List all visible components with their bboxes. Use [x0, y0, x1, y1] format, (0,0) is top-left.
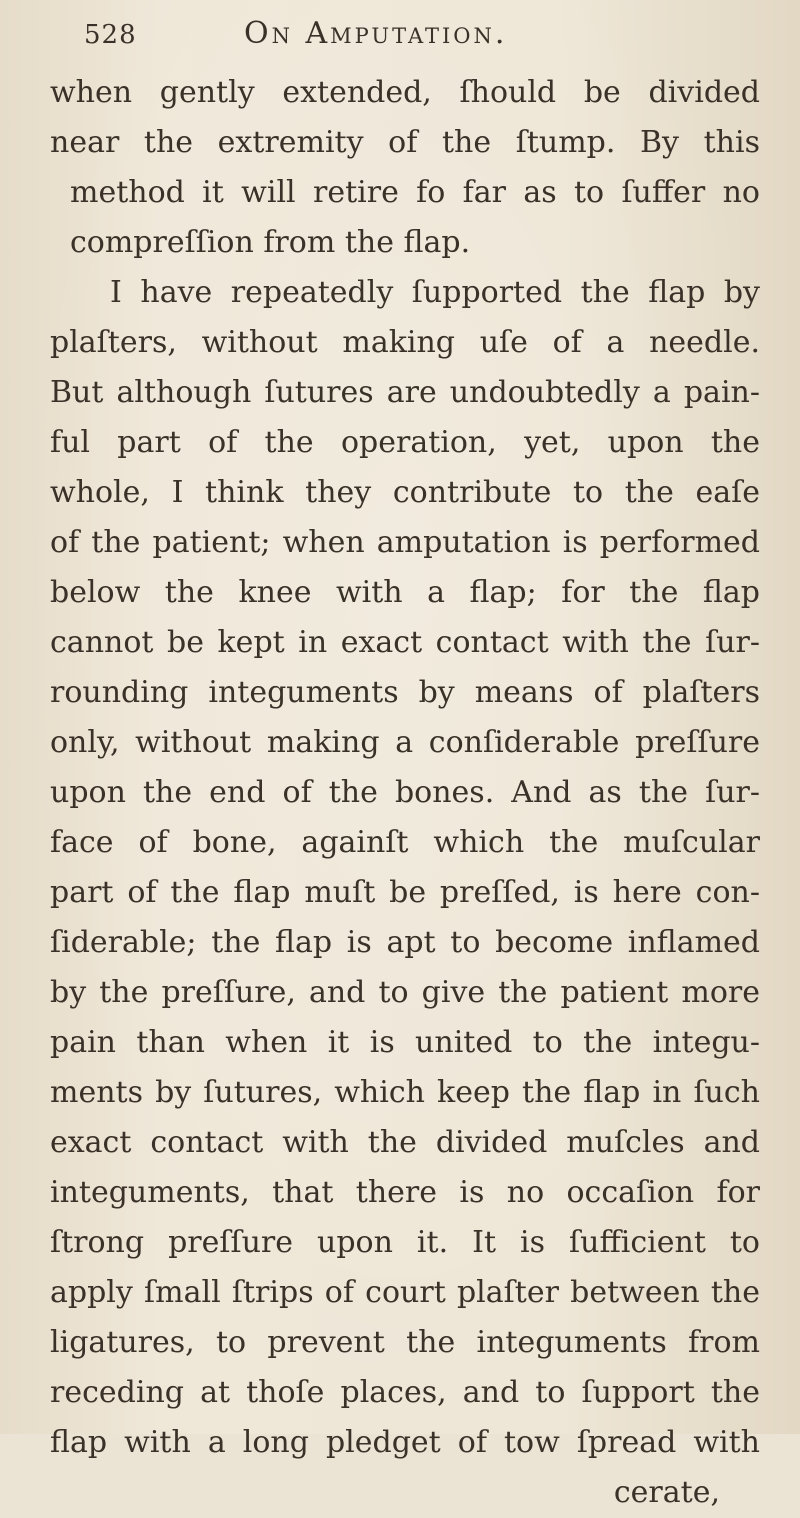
text-line: near the extremity of the ſtump. By this [50, 125, 760, 160]
catchword: cerate, [613, 1475, 720, 1510]
text-line: only, without making a conſiderable preſſure [50, 725, 760, 760]
text-line: pain than when it is united to the integu- [50, 1025, 760, 1060]
text-line: when gently extended, ſhould be divided [50, 75, 760, 110]
text-line: ful part of the operation, yet, upon the [50, 425, 760, 460]
text-line: ligatures, to prevent the integuments from [50, 1325, 760, 1360]
text-line: rounding integuments by means of plaſters [50, 675, 760, 710]
text-line: ſtrong preſſure upon it. It is ſufficient to [50, 1225, 760, 1260]
text-line: ments by ſutures, which keep the flap in ſuch [50, 1075, 760, 1110]
text-line: of the patient; when amputation is performed [50, 525, 760, 560]
text-line: flap with a long pledget of tow ſpread with [50, 1425, 760, 1460]
text-line: part of the flap muſt be preſſed, is here con- [50, 875, 760, 910]
body-text [50, 68, 760, 1518]
running-head: On Amputation. [244, 16, 508, 51]
page-header [84, 16, 704, 60]
text-line: ſiderable; the flap is apt to become inflamed [50, 925, 760, 960]
text-line: upon the end of the bones. And as the ſur- [50, 775, 760, 810]
paragraph-start-line: I have repeatedly ſupported the flap by [110, 275, 760, 310]
text-line: cannot be kept in exact contact with the ſur- [50, 625, 760, 660]
text-line: by the preſſure, and to give the patient more [50, 975, 760, 1010]
page-number: 528 [84, 20, 137, 50]
text-line: whole, I think they contribute to the eaſe [50, 475, 760, 510]
text-line: compreſſion from the flap. [70, 225, 471, 260]
text-line: face of bone, againſt which the muſcular [50, 825, 760, 860]
text-line: receding at thoſe places, and to ſupport the [50, 1375, 760, 1410]
text-line: below the knee with a flap; for the flap [50, 575, 760, 610]
text-line: exact contact with the divided muſcles and [50, 1125, 760, 1160]
text-line: method it will retire fo far as to ſuffer no [70, 175, 760, 210]
text-line: integuments, that there is no occaſion for [50, 1175, 760, 1210]
text-line: plaſters, without making uſe of a needle. [50, 325, 760, 360]
text-line: But although ſutures are undoubtedly a pain- [50, 375, 760, 410]
text-line: apply ſmall ſtrips of court plaſter between the [50, 1275, 760, 1310]
